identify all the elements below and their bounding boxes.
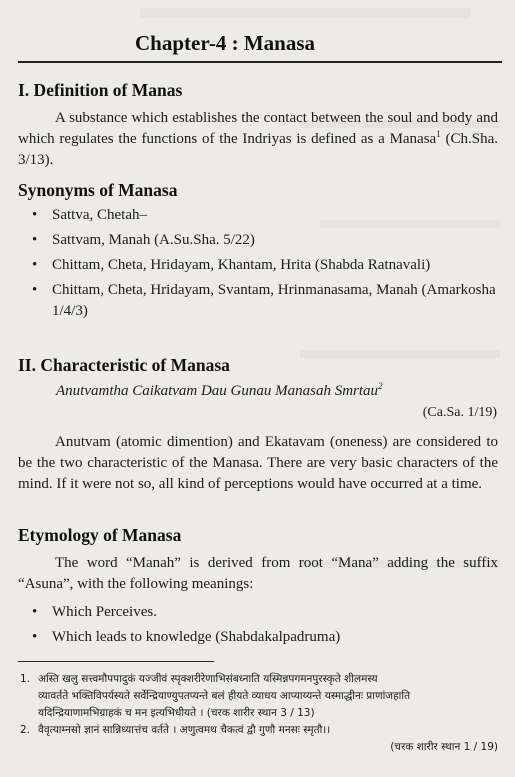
footnote-1-text: अस्ति खलु सत्त्वमौपपादुकं यज्जीवं स्पृक्शरीरेणाभिसंबध्नाति यस्मिन्नपगमनपुरस्कृते शीलमस्य xyxy=(38,673,378,685)
footnotes xyxy=(20,671,500,756)
footnote-ref-2: 2 xyxy=(378,381,383,391)
characteristic-heading: II. Characteristic of Manasa xyxy=(18,355,230,375)
list-item: • Which Perceives. xyxy=(32,602,500,623)
list-item: • Chittam, Cheta, Hridayam, Khantam, Hrita (Shabda Ratnavali) xyxy=(32,255,500,276)
footnote-1-line-1 xyxy=(20,671,500,688)
sanskrit-verse xyxy=(56,383,383,400)
definition-citation: (Ch.Sha. 3/13). xyxy=(18,131,498,168)
footnote-rule xyxy=(18,661,214,662)
footnote-1-line-2: व्यावर्तते भक्तिविपर्यस्यते सर्वेन्द्रियाण्युपतप्यन्ते बलं हीयते व्याधय आप्याय्यन्ते यस्माद्धीनः प्राणांजहाति xyxy=(38,690,411,702)
list-item: • Sattva, Chetah– xyxy=(32,205,500,226)
etymology-heading: Etymology of Manasa xyxy=(18,525,182,545)
chapter-title: Chapter-4 : Manasa xyxy=(135,31,316,55)
footnote-1-line-3: यदिन्द्रियाणामभिग्राहकं च मन इत्यभिधीयते । (चरक शारीर स्थान 3 / 13) xyxy=(38,707,315,719)
title-rule xyxy=(18,61,502,63)
etymology-paragraph: The word “Manah” is derived from root “Mana” adding the suffix “Asuna”, with the following meanings: xyxy=(18,555,498,592)
footnote-2-line-1 xyxy=(20,722,500,739)
list-item: • Which leads to knowledge (Shabdakalpadruma) xyxy=(32,627,500,648)
etymology-list xyxy=(32,602,500,648)
definition-paragraph xyxy=(18,108,498,171)
verse-text: Anutvamtha Caikatvam Dau Gunau Manasah Smrtau xyxy=(56,383,379,399)
verse-citation: (Ca.Sa. 1/19) xyxy=(422,405,497,420)
list-item: • Chittam, Cheta, Hridayam, Svantam, Hrinmanasama, Manah (Amarkosha 1/4/3) xyxy=(32,280,500,322)
footnote-ref-1: 1 xyxy=(436,129,441,139)
list-item: • Sattvam, Manah (A.Su.Sha. 5/22) xyxy=(32,230,500,251)
footnote-1-number: 1. xyxy=(20,673,31,685)
footnote-2-citation: (चरक शारीर स्थान 1 / 19) xyxy=(390,741,498,753)
footnote-2-number: 2. xyxy=(20,724,31,736)
footnote-2-text: वैवृत्याम्नसो ज्ञानं सान्निध्यात्तंच वर्तते । अणुत्वमथ चैकत्वं द्वौ गुणौ मनसः स्मृतौ।। xyxy=(38,724,331,736)
definition-text: A substance which establishes the contact between the soul and body and which regulates the functions of the Indriyas is defined as a Manasa xyxy=(18,110,498,147)
definition-heading: I. Definition of Manas xyxy=(18,80,183,100)
synonyms-list xyxy=(32,205,500,322)
synonyms-heading: Synonyms of Manasa xyxy=(18,180,178,200)
characteristic-paragraph: Anutvam (atomic dimention) and Ekatavam (oneness) are considered to be the two characteristic of the Manasa. There are very basic characters of the mind. If it were not so, all kind of perceptions would have occurred at a time. xyxy=(18,434,498,492)
